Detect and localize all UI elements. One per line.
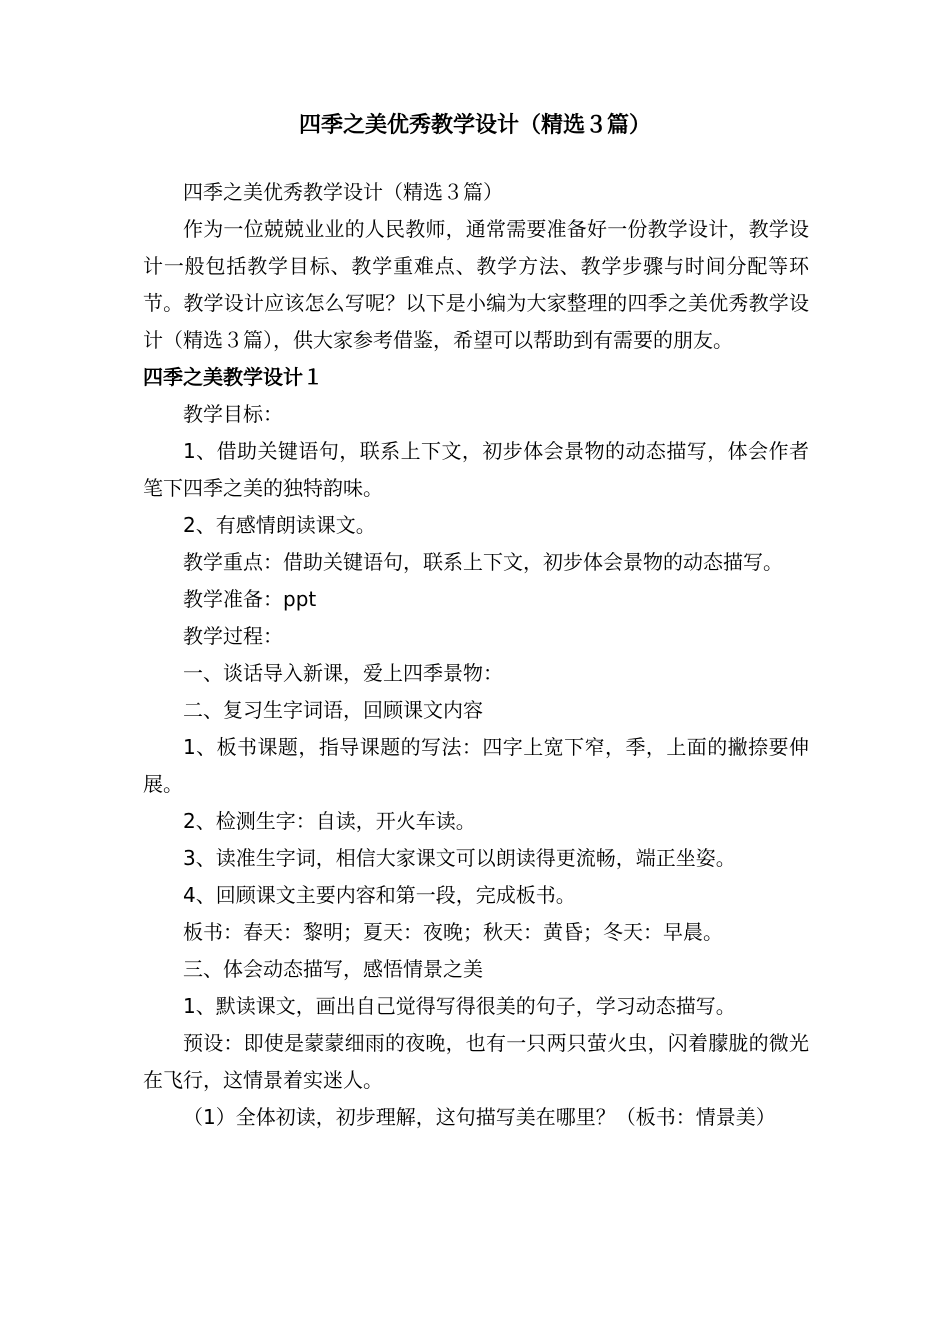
document-body xyxy=(143,174,809,1136)
paragraph: 三、体会动态描写，感悟情景之美 xyxy=(183,957,483,981)
paragraph: 板书：春天：黎明；夏天：夜晚；秋天：黄昏；冬天：早晨。 xyxy=(183,920,723,944)
paragraph: 预设：即使是蒙蒙细雨的夜晚，也有一只两只萤火虫，闪着朦胧的微光在飞行，这情景着实迷人。 xyxy=(143,1031,809,1092)
paragraph: 教学准备：ppt xyxy=(183,587,317,611)
paragraph: 教学过程： xyxy=(183,624,283,648)
paragraph: 2、检测生字：自读，开火车读。 xyxy=(183,809,476,833)
paragraph: 一、谈话导入新课，爱上四季景物： xyxy=(183,661,503,685)
paragraph: （1）全体初读，初步理解，这句描写美在哪里？（板书：情景美） xyxy=(183,1105,776,1129)
document-subtitle: 四季之美优秀教学设计（精选３篇） xyxy=(183,180,503,204)
paragraph: 教学重点：借助关键语句，联系上下文，初步体会景物的动态描写。 xyxy=(183,550,783,574)
paragraph: 1、板书课题，指导课题的写法：四字上宽下窄，季，上面的撇捺要伸展。 xyxy=(143,735,809,796)
paragraph: 1、借助关键语句，联系上下文，初步体会景物的动态描写，体会作者笔下四季之美的独特韵味。 xyxy=(143,439,809,500)
document-title: 四季之美优秀教学设计（精选３篇） xyxy=(298,113,651,138)
paragraph: 二、复习生字词语，回顾课文内容 xyxy=(183,698,483,722)
paragraph: 教学目标： xyxy=(183,402,283,426)
paragraph: 4、回顾课文主要内容和第一段，完成板书。 xyxy=(183,883,576,907)
paragraph: 1、默读课文，画出自己觉得写得很美的句子，学习动态描写。 xyxy=(183,994,736,1018)
intro-paragraph: 作为一位兢兢业业的人民教师，通常需要准备好一份教学设计，教学设计一般包括教学目标、教学重难点、教学方法、教学步骤与时间分配等环节。教学设计应该怎么写呢？以下是小编为大家整理的四季之美优秀教学设计（精选３篇），供大家参考借鉴，希望可以帮助到有需要的朋友。 xyxy=(143,217,809,352)
paragraph: 2、有感情朗读课文。 xyxy=(183,513,376,537)
section-heading: 四季之美教学设计１ xyxy=(143,365,323,389)
paragraph: 3、读准生字词，相信大家课文可以朗读得更流畅，端正坐姿。 xyxy=(183,846,736,870)
